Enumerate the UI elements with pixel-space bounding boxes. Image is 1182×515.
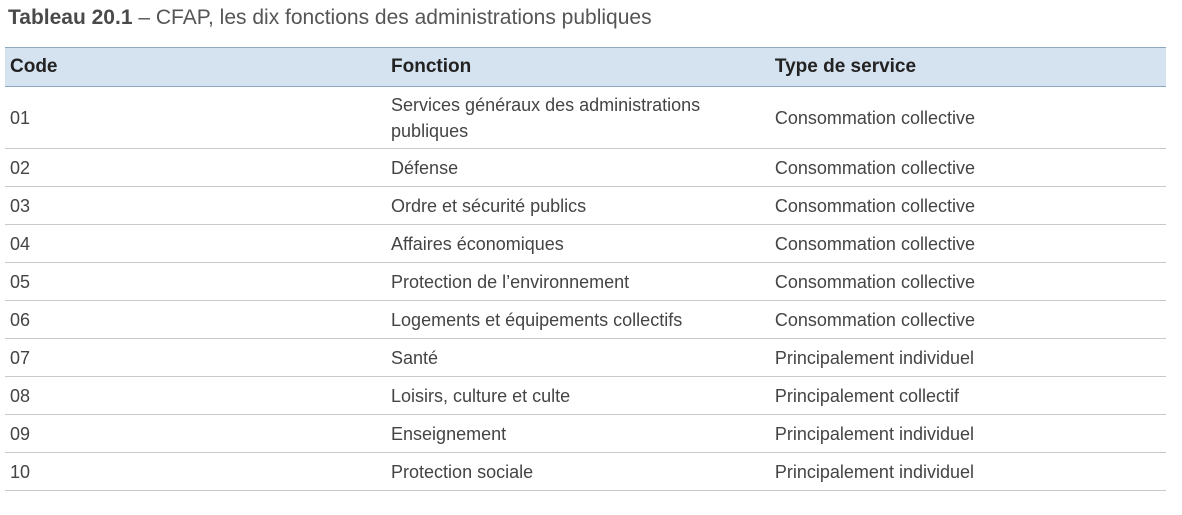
header-row (5, 48, 1166, 87)
cell-code: 01 (5, 87, 386, 149)
table-caption (8, 6, 652, 30)
table-row (5, 377, 1166, 415)
cell-type: Consommation collective (770, 263, 1166, 301)
table-row (5, 187, 1166, 225)
cell-code: 02 (5, 149, 386, 187)
table-row (5, 301, 1166, 339)
table-row (5, 87, 1166, 149)
cell-type: Principalement individuel (770, 339, 1166, 377)
cell-type: Consommation collective (770, 225, 1166, 263)
cell-fonction: Services généraux des administrations publiques (386, 87, 770, 149)
table-title: – CFAP, les dix fonctions des administrations publiques (132, 6, 652, 29)
cell-type: Principalement collectif (770, 377, 1166, 415)
cell-code: 05 (5, 263, 386, 301)
cell-type: Consommation collective (770, 301, 1166, 339)
cell-type: Principalement individuel (770, 453, 1166, 491)
cfap-table (5, 47, 1166, 491)
cell-fonction: Protection sociale (386, 453, 770, 491)
cell-type: Consommation collective (770, 87, 1166, 149)
cell-type: Principalement individuel (770, 415, 1166, 453)
table-number: Tableau 20.1 (8, 6, 133, 29)
table-row (5, 263, 1166, 301)
cell-code: 08 (5, 377, 386, 415)
table-row (5, 149, 1166, 187)
cell-fonction: Protection de l’environnement (386, 263, 770, 301)
cell-fonction: Enseignement (386, 415, 770, 453)
cell-code: 07 (5, 339, 386, 377)
table-row (5, 453, 1166, 491)
cell-type: Consommation collective (770, 187, 1166, 225)
cell-code: 06 (5, 301, 386, 339)
header-code: Code (5, 48, 386, 87)
cell-code: 10 (5, 453, 386, 491)
cell-fonction: Défense (386, 149, 770, 187)
cell-fonction: Ordre et sécurité publics (386, 187, 770, 225)
cell-fonction: Loisirs, culture et culte (386, 377, 770, 415)
table-row (5, 225, 1166, 263)
cell-code: 09 (5, 415, 386, 453)
table-row (5, 415, 1166, 453)
header-fonction: Fonction (386, 48, 770, 87)
cell-fonction: Logements et équipements collectifs (386, 301, 770, 339)
cell-fonction: Affaires économiques (386, 225, 770, 263)
cell-type: Consommation collective (770, 149, 1166, 187)
cell-fonction: Santé (386, 339, 770, 377)
cell-code: 03 (5, 187, 386, 225)
cell-code: 04 (5, 225, 386, 263)
table-row (5, 339, 1166, 377)
header-type-de-service: Type de service (770, 48, 1166, 87)
